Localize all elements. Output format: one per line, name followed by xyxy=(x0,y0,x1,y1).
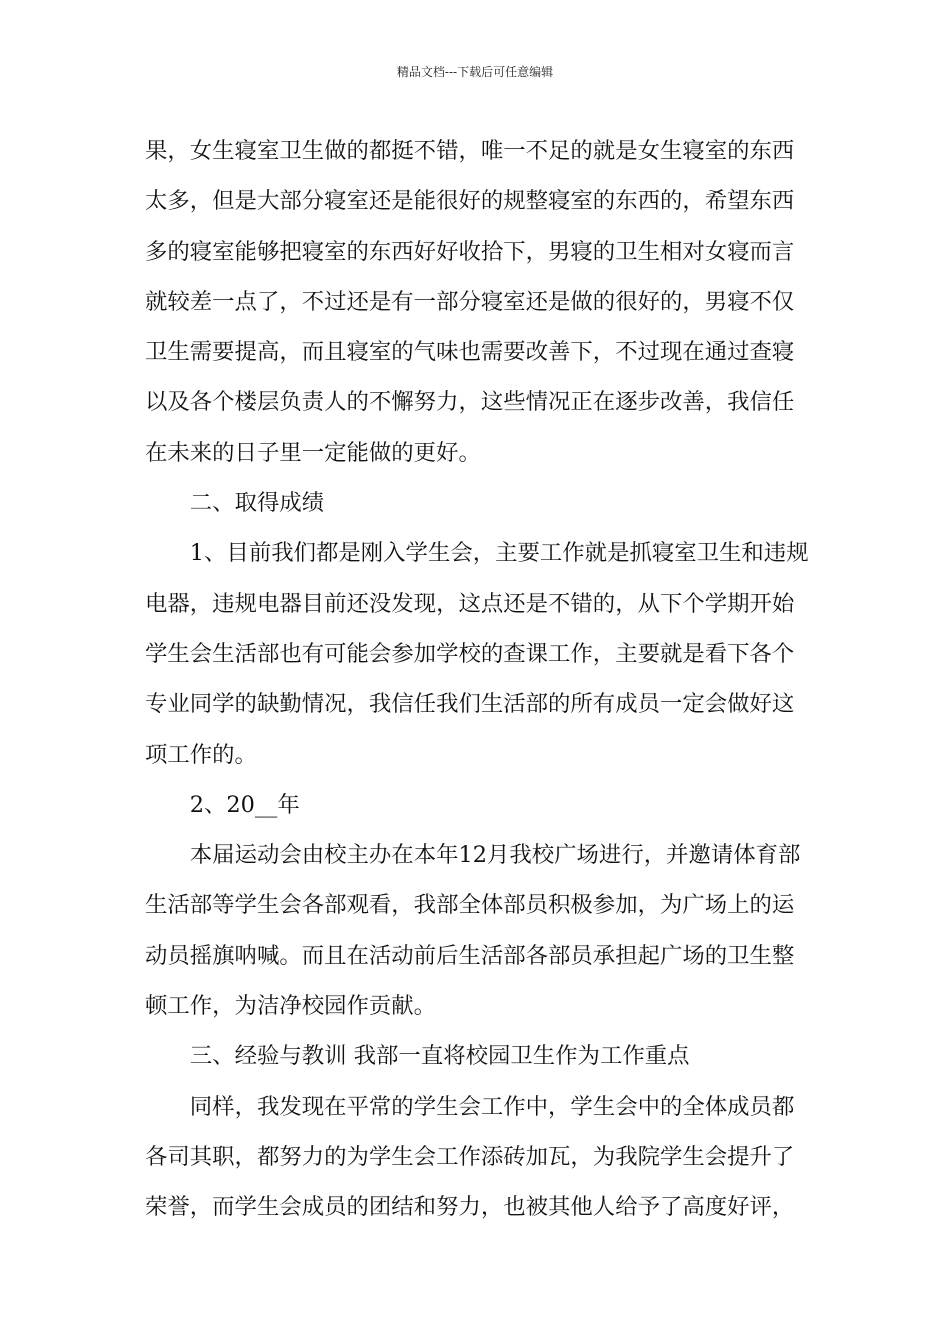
text-line: 以及各个楼层负责人的不懈努力，这些情况正在逐步改善，我信任 xyxy=(145,389,795,416)
text-line: 动员摇旗呐喊。而且在活动前后生活部各部员承担起广场的卫生整 xyxy=(145,942,795,969)
text-line: 果，女生寝室卫生做的都挺不错，唯一不足的就是女生寝室的东西 xyxy=(145,138,795,164)
text-line: 各司其职，都努力的为学生会工作添砖加瓦，为我院学生会提升了 xyxy=(145,1143,795,1170)
text-line: 专业同学的缺勤情况，我信任我们生活部的所有成员一定会做好这 xyxy=(145,691,795,718)
document-body xyxy=(145,126,809,1233)
text-line: 电器，违规电器目前还没发现，这点还是不错的，从下个学期开始 xyxy=(145,590,795,617)
text-line: 就较差一点了，不过还是有一部分寝室还是做的很好的，男寝不仅 xyxy=(145,288,795,315)
text-line: 学生会生活部也有可能会参加学校的查课工作，主要就是看下各个 xyxy=(145,640,795,667)
text-line: 在未来的日子里一定能做的更好。 xyxy=(145,439,481,466)
page-header: 精品文档---下载后可任意编辑 xyxy=(396,65,554,79)
text-line: 1、目前我们都是刚入学生会，主要工作就是抓寝室卫生和违规 xyxy=(189,540,809,567)
text-line: 同样，我发现在平常的学生会工作中，学生会中的全体成员都 xyxy=(189,1093,795,1120)
text-line: 太多，但是大部分寝室还是能很好的规整寝室的东西的，希望东西 xyxy=(145,188,795,215)
text-line: 卫生需要提高，而且寝室的气味也需要改善下，不过现在通过查寝 xyxy=(145,339,795,366)
text-line: 本届运动会由校主办在本年12月我校广场进行，并邀请体育部 xyxy=(189,842,801,869)
text-line: 多的寝室能够把寝室的东西好好收拾下，男寝的卫生相对女寝而言 xyxy=(145,238,795,265)
text-line: 三、经验与教训 我部一直将校园卫生作为工作重点 xyxy=(189,1043,690,1070)
text-line: 2、20__年 xyxy=(189,791,300,818)
text-line: 项工作的。 xyxy=(145,741,257,768)
text-line: 荣誉，而学生会成员的团结和努力，也被其他人给予了高度好评， xyxy=(145,1194,795,1221)
text-line: 生活部等学生会各部观看，我部全体部员积极参加，为广场上的运 xyxy=(145,892,795,919)
text-line: 二、取得成绩 xyxy=(189,490,325,517)
text-line: 顿工作，为洁净校园作贡献。 xyxy=(145,993,437,1020)
